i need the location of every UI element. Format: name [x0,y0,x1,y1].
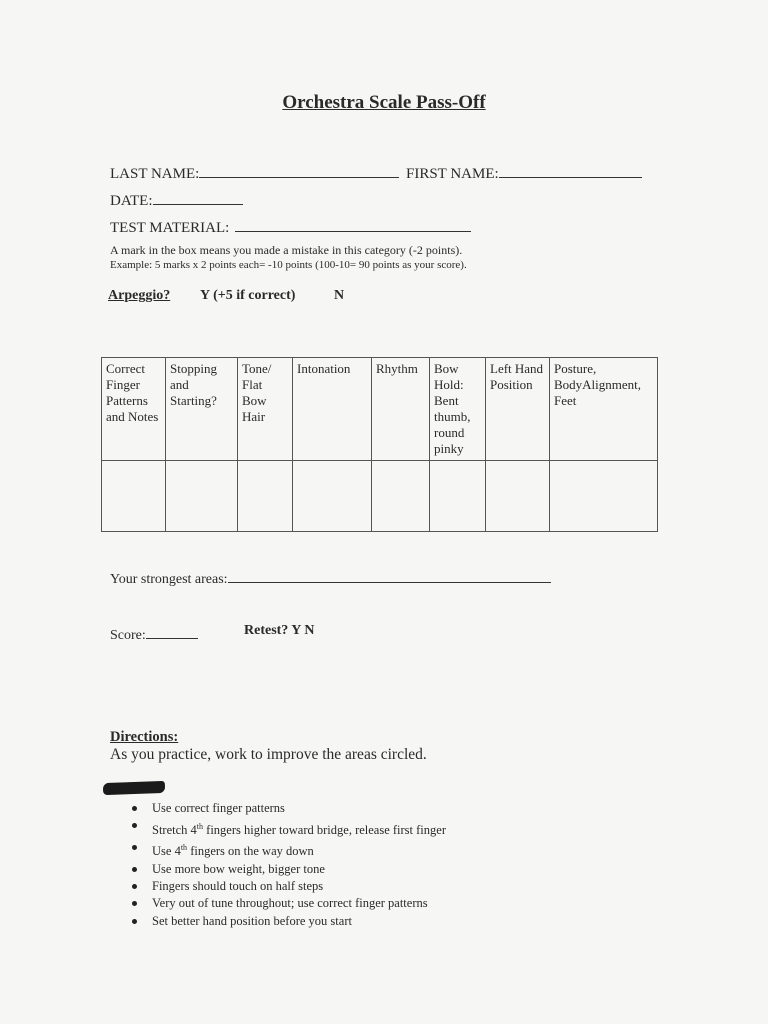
tip-item: Fingers should touch on half steps [129,878,446,895]
date-line[interactable] [153,189,243,205]
first-name-line[interactable] [499,162,642,178]
grid-header-cell: Correct Finger Patterns and Notes [102,358,166,461]
grid-header-cell: Stopping and Starting? [166,358,238,461]
test-material-field [110,216,471,237]
grid-mark-cell[interactable] [486,461,550,532]
page-title: Orchestra Scale Pass-Off [282,92,486,113]
grid-header-cell: Intonation [293,358,372,461]
grid-mark-row [102,461,658,532]
tip-item: Stretch 4th fingers higher toward bridge, release first finger [129,817,446,839]
tips-list [129,800,446,930]
arpeggio-label: Arpeggio? [108,288,171,303]
instruction-line-1: A mark in the box means you made a mistake in this category (-2 points). [110,243,463,257]
test-material-label: TEST MATERIAL: [110,220,230,236]
tip-item: Very out of tune throughout; use correct finger patterns [129,895,446,912]
grid-header-row [102,358,658,461]
grid-mark-cell[interactable] [550,461,658,532]
strongest-areas-label: Your strongest areas: [110,572,228,587]
first-name-field [406,162,642,183]
grid-header-cell: Rhythm [372,358,430,461]
tip-item: Set better hand position before you start [129,913,446,930]
grid-mark-cell[interactable] [102,461,166,532]
redacted-scribble [103,781,165,795]
arpeggio-no-option[interactable]: N [334,288,345,303]
grid-mark-cell[interactable] [430,461,486,532]
last-name-label: LAST NAME: [110,166,200,182]
directions-text: As you practice, work to improve the areas circled. [110,746,427,763]
grid-header-cell: Bow Hold: Bent thumb, round pinky [430,358,486,461]
tip-item: Use 4th fingers on the way down [129,839,446,861]
strongest-areas-line[interactable] [228,567,551,583]
score-field [110,623,198,644]
score-label: Score: [110,628,146,643]
grid-mark-cell[interactable] [166,461,238,532]
directions-heading: Directions: [110,729,179,745]
retest-option[interactable]: Retest? Y N [244,623,315,638]
grid-mark-cell[interactable] [372,461,430,532]
grid-mark-cell[interactable] [293,461,372,532]
tip-item: Use correct finger patterns [129,800,446,817]
instruction-line-2: Example: 5 marks x 2 points each= -10 points (100-10= 90 points as your score). [110,259,467,271]
grid-header-cell: Left Hand Position [486,358,550,461]
grid-header-cell: Posture, BodyAlignment, Feet [550,358,658,461]
grid-mark-cell[interactable] [238,461,293,532]
tip-item: Use more bow weight, bigger tone [129,861,446,878]
arpeggio-yes-option[interactable]: Y (+5 if correct) [200,288,296,303]
grid-header-cell: Tone/ Flat Bow Hair [238,358,293,461]
test-material-line[interactable] [235,216,471,232]
first-name-label: FIRST NAME: [406,166,499,182]
mistake-grid [101,357,658,532]
last-name-line[interactable] [199,162,399,178]
date-label: DATE: [110,193,153,209]
strongest-areas-field [110,567,551,588]
score-line[interactable] [146,623,198,639]
date-field [110,189,243,210]
last-name-field [110,162,399,183]
